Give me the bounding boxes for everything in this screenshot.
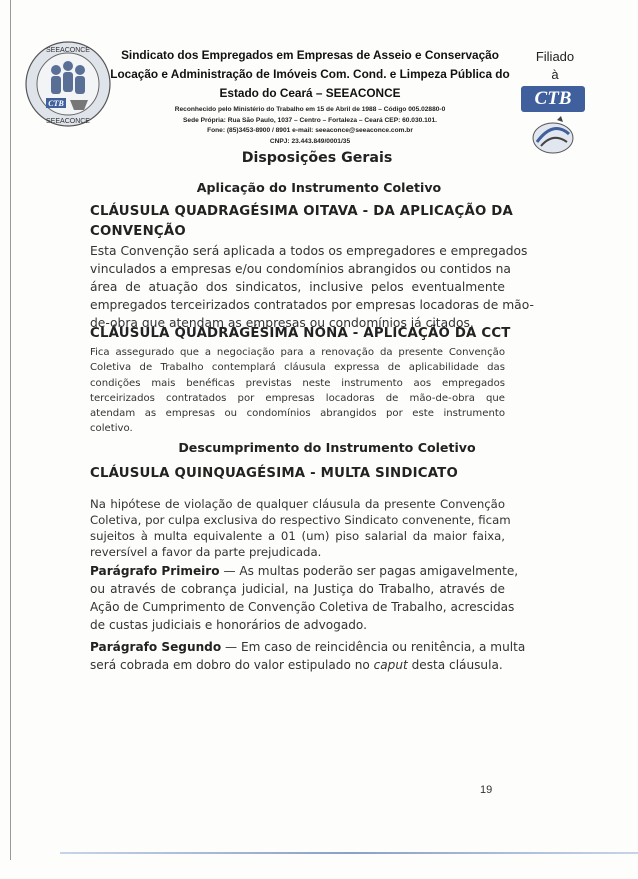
logo-ring-text-top: SEEACONCE — [46, 47, 90, 54]
clause-50-title-text: CLÁUSULA QUINQUAGÉSIMA - MULTA SINDICATO — [90, 466, 458, 481]
subsection-application: Aplicação do Instrumento Coletivo — [196, 180, 442, 195]
clause-50 — [90, 464, 511, 560]
page-number: 19 — [480, 784, 493, 796]
clause-49-title — [90, 324, 511, 344]
paragraph-second-line1 — [90, 638, 526, 656]
clause-49-body — [90, 345, 505, 437]
scan-edge-line — [10, 0, 11, 860]
address-text: Sede Própria: Rua São Paulo, 1037 – Centro – Fortaleza – Ceará CEP: 60.030.101. — [183, 116, 437, 124]
subsection-noncompliance: Descumprimento do Instrumento Coletivo — [178, 440, 476, 455]
union-name-line3: Estado do Ceará – SEEACONCE — [219, 86, 401, 100]
clause-48-line: Esta Convenção será aplicada a todos os empregadores e empregados — [90, 244, 528, 258]
cnpj-text: CNPJ: 23.443.849/0001/35 — [269, 137, 351, 145]
contact-text: Fone: (85)3453-8900 / 8901 e-mail: seeaconce@seeaconce.com.br — [207, 127, 413, 134]
clause-50-body — [90, 496, 511, 560]
clause-48-line: área de atuação dos sindicatos, inclusive pelos eventualmente — [90, 280, 505, 294]
paragraph-second-line2 — [90, 656, 505, 674]
clause-48 — [90, 202, 534, 332]
paragraph-second-body — [90, 638, 526, 674]
paragraph-first-line: Ação de Cumprimento de Convenção Coletiva de Trabalho, acrescidas — [90, 600, 515, 614]
clause-49-line: Fica assegurado que a negociação para a renovação da presente Convenção — [90, 347, 505, 358]
letterhead — [100, 46, 520, 147]
filiado-text: Filiado — [535, 49, 575, 64]
paragraph-first-label: Parágrafo Primeiro — [90, 564, 220, 578]
clause-50-line: sujeitos à multa equivalente a 01 (um) piso salarial da maior faixa, — [90, 529, 505, 543]
paragraph-first-body — [90, 562, 519, 634]
clause-50-line: Coletiva, por culpa exclusiva do respectivo Sindicato convenente, ficam — [90, 513, 511, 527]
clause-48-line: de-obra que atendam as empresas ou condomínios já citados. — [90, 316, 474, 330]
clause-49-line: atendam as empresas ou condomínios abrangidos por este instrumento — [90, 408, 505, 420]
clause-50-title — [90, 464, 505, 484]
paragraph-first-line1-text: — As multas poderão ser pagas amigavelmente, — [219, 564, 519, 578]
paragraph-first-line1 — [90, 562, 519, 580]
union-name-line2: Locação e Administração de Imóveis Com. Cond. e Limpeza Pública do — [110, 67, 510, 81]
paragraph-second-line2-a: será cobrada em dobro do valor estipulado no — [90, 658, 374, 672]
ctb-logo-text: CTB — [534, 88, 572, 109]
clause-48-line: empregados terceirizados contratados por empresas locadoras de mão- — [90, 298, 534, 312]
paragraph-second — [90, 638, 526, 674]
paragraph-second-label: Parágrafo Segundo — [90, 640, 222, 654]
paragraph-first-line: de custas judiciais e honorários de advogado. — [90, 618, 367, 632]
clause-50-line: Na hipótese de violação de qualquer cláusula da presente Convenção — [90, 497, 505, 511]
clause-49-line: condições mais benéficas previstas neste instrumento aos empregados — [90, 377, 505, 389]
clause-49-line: coletivo. — [90, 423, 133, 435]
clause-48-title-line2: CONVENÇÃO — [90, 224, 186, 239]
clause-49 — [90, 324, 511, 437]
union-name-line1: Sindicato dos Empregados em Empresas de Asseio e Conservação — [121, 48, 499, 62]
clause-49-line: Coletiva de Trabalho contemplará cláusula expressa de aplicabilidade das — [90, 362, 505, 374]
logo-ring-text-bottom: SEEACONCE — [46, 118, 90, 125]
affiliation-label — [520, 48, 590, 84]
recognition-text: Reconhecido pelo Ministério do Trabalho em 15 de Abril de 1988 – Código 005.02880-0 — [174, 106, 446, 113]
clause-48-title-line1: CLÁUSULA QUADRAGÉSIMA OITAVA - DA APLICAÇÃO DA — [90, 204, 514, 219]
logo-ctb-badge: CTB — [48, 99, 64, 108]
clause-49-line: terceirizados contratados por empresas locadoras de mão-de-obra que — [90, 392, 505, 404]
caput-term: caput — [373, 658, 408, 672]
clause-48-body — [90, 242, 534, 332]
paragraph-first — [90, 562, 519, 634]
clause-49-title-text: CLÁUSULA QUADRAGÉSIMA NONA - APLICAÇÃO DA CCT — [90, 326, 511, 341]
paragraph-second-line1-text: — Em caso de reincidência ou renitência, a multa — [221, 640, 526, 654]
seeaconce-logo-icon — [24, 40, 112, 128]
scan-bottom-edge — [60, 852, 638, 854]
paragraph-first-line: ou através de cobrança judicial, na Justiça do Trabalho, através de — [90, 582, 505, 596]
paragraph-second-line2-b: desta cláusula. — [407, 658, 503, 672]
clause-50-line: reversível a favor da parte prejudicada. — [90, 545, 322, 559]
clause-48-title — [90, 202, 514, 242]
clause-48-line: vinculados a empresas e/ou condomínios abrangidos ou contidos na — [90, 262, 511, 276]
ctb-logo — [521, 86, 585, 112]
section-title-general: Disposições Gerais — [241, 150, 393, 166]
filiado-a-text: à — [551, 67, 559, 82]
